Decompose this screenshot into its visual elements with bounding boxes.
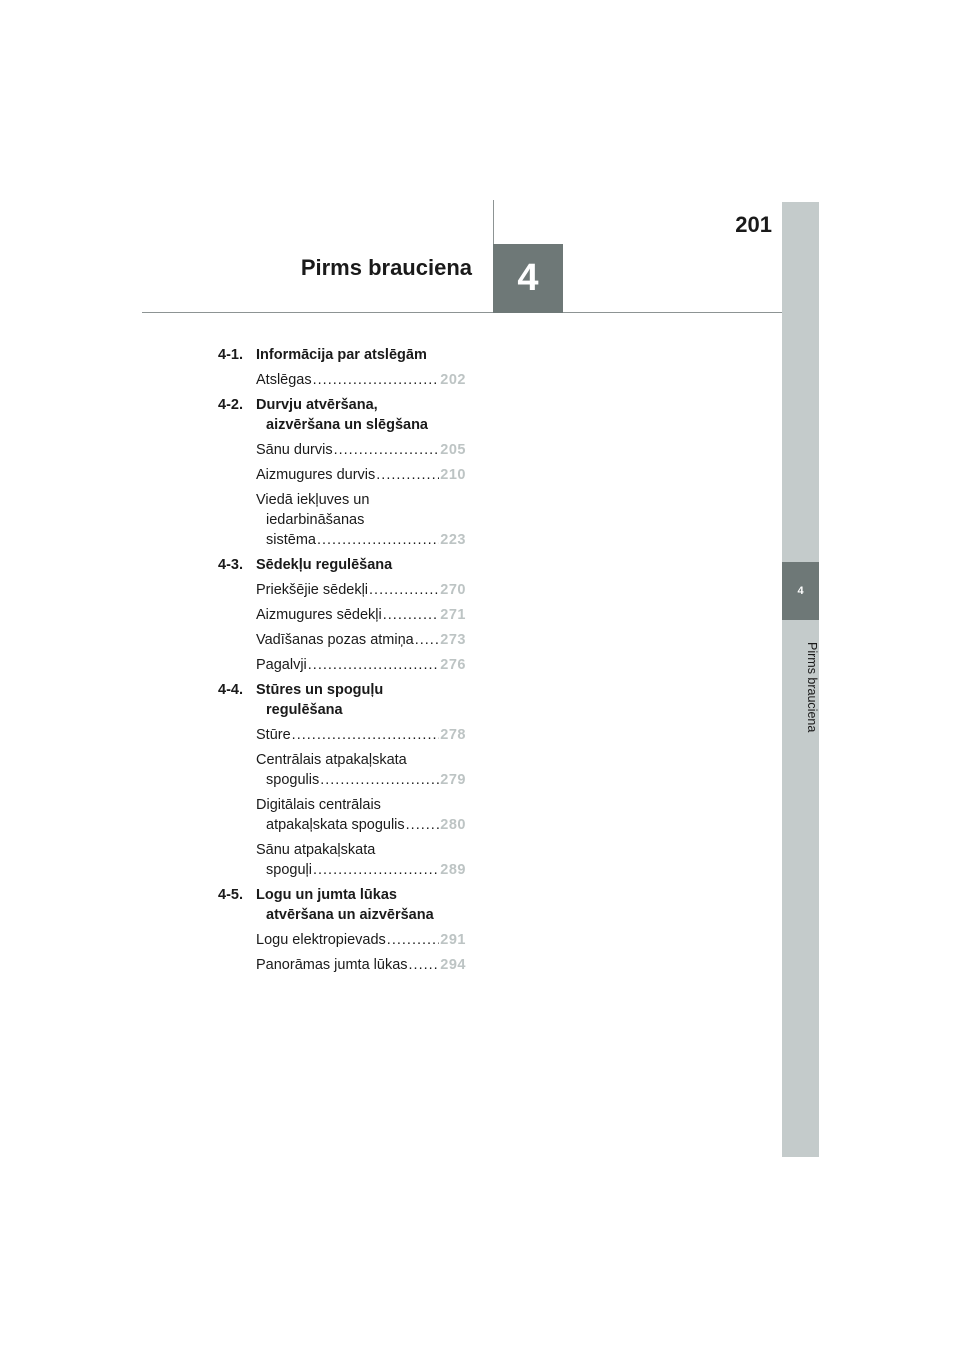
toc-entry[interactable]	[256, 605, 466, 625]
toc-section-number: 4-1.	[218, 347, 243, 363]
toc-page-link[interactable]: 273	[440, 632, 466, 648]
toc-page-link[interactable]: 276	[440, 657, 466, 673]
toc-section-title-line: Durvju atvēršana,	[256, 397, 378, 413]
toc-page-link[interactable]: 289	[440, 862, 466, 878]
toc-entry-row	[256, 815, 466, 835]
toc-page-link[interactable]: 278	[440, 727, 466, 743]
dot-leader	[415, 630, 440, 650]
toc-entry[interactable]	[256, 725, 466, 745]
toc-page-link[interactable]: 270	[440, 582, 466, 598]
toc-entry-row	[256, 530, 466, 550]
dot-leader	[334, 440, 440, 460]
toc-entry-title-line: Aizmugures durvis	[256, 467, 376, 483]
toc-section-title	[256, 885, 476, 925]
dot-leader	[317, 530, 439, 550]
toc-page-link[interactable]: 279	[440, 772, 466, 788]
side-chapter-tab-number: 4	[797, 585, 804, 597]
dot-leader	[376, 465, 439, 485]
toc-entry[interactable]	[256, 580, 466, 600]
toc-entry[interactable]	[256, 465, 466, 485]
dot-leader	[313, 370, 440, 390]
page-number: 201	[735, 212, 772, 237]
toc-entry-title-line: Viedā iekļuves un	[256, 492, 370, 508]
toc-section-number: 4-4.	[218, 682, 243, 698]
toc-page-link[interactable]: 294	[440, 957, 466, 973]
dot-leader	[383, 605, 440, 625]
toc-entry-title-line: Vadīšanas pozas atmiņa	[256, 632, 414, 648]
toc-entry-title-line: Digitālais centrālais	[256, 797, 381, 813]
toc-entry-row	[256, 605, 466, 625]
toc-entry-title-line: Logu elektropievads	[256, 932, 386, 948]
toc-entry-title-line: Pagalvji	[256, 657, 307, 673]
toc-entry[interactable]	[256, 930, 466, 950]
chapter-number-box	[493, 244, 563, 313]
toc-entry-title-line: spoguļi	[266, 862, 312, 878]
chapter-title: Pirms brauciena	[300, 255, 472, 280]
toc-entry[interactable]	[256, 490, 466, 550]
dot-leader	[308, 655, 440, 675]
toc-section-number: 4-3.	[218, 557, 243, 573]
toc-entry[interactable]	[256, 840, 466, 880]
toc-entry-title-line: Priekšējie sēdekļi	[256, 582, 369, 598]
toc-entry-title-line: Sānu durvis	[256, 442, 333, 458]
toc-entry-row	[256, 725, 466, 745]
toc-entry-row	[256, 580, 466, 600]
toc-section-title	[256, 345, 476, 365]
dot-leader	[387, 930, 440, 950]
toc-page-link[interactable]: 271	[440, 607, 466, 623]
toc-entry-row	[256, 465, 466, 485]
toc-section-title-line: Informācija par atslēgām	[256, 347, 427, 363]
toc-section-title-line: regulēšana	[266, 702, 343, 718]
toc-entry-title-line: Sānu atpakaļskata	[256, 842, 376, 858]
toc-section-number: 4-2.	[218, 397, 243, 413]
dot-leader	[313, 860, 439, 880]
toc-entry-row	[256, 860, 466, 880]
toc-entry[interactable]	[256, 630, 466, 650]
toc-entry-title-line: sistēma	[266, 532, 316, 548]
chapter-number: 4	[517, 257, 539, 299]
toc-section-title	[256, 555, 476, 575]
toc-entry-title-line: Centrālais atpakaļskata	[256, 752, 407, 768]
header-vertical-divider	[493, 200, 494, 246]
toc-section-title-line: aizvēršana un slēgšana	[266, 417, 428, 433]
toc-entry[interactable]	[256, 955, 466, 975]
toc-page-link[interactable]: 205	[440, 442, 466, 458]
header-horizontal-rule	[142, 312, 782, 313]
toc-section-title-line: Sēdekļu regulēšana	[256, 557, 393, 573]
toc-entry-row	[256, 630, 466, 650]
dot-leader	[409, 955, 440, 975]
toc-entry-title-line: spogulis	[266, 772, 320, 788]
toc-entry-title-line: Stūre	[256, 727, 291, 743]
toc-page-link[interactable]: 210	[440, 467, 466, 483]
dot-leader	[406, 815, 440, 835]
toc-entry-title-line: iedarbināšanas	[266, 512, 365, 528]
toc-entry[interactable]	[256, 655, 466, 675]
toc-entry-title-line: Aizmugures sēdekļi	[256, 607, 382, 623]
side-chapter-label: Pirms brauciena	[805, 642, 819, 733]
toc-entry-row	[256, 770, 466, 790]
toc-entry-title-line: Atslēgas	[256, 372, 312, 388]
toc-section-number: 4-5.	[218, 887, 243, 903]
dot-leader	[320, 770, 439, 790]
toc-entry-row	[256, 955, 466, 975]
toc-entry-row	[256, 370, 466, 390]
toc-entry[interactable]	[256, 440, 466, 460]
toc-page-link[interactable]: 202	[440, 372, 466, 388]
toc-page-link[interactable]: 223	[440, 532, 466, 548]
toc-page-link[interactable]: 280	[440, 817, 466, 833]
toc-section-title-line: Logu un jumta lūkas	[256, 887, 397, 903]
toc-section-title-line: atvēršana un aizvēršana	[266, 907, 434, 923]
toc-entry[interactable]	[256, 795, 466, 835]
dot-leader	[292, 725, 440, 745]
toc-section-title-line: Stūres un spoguļu	[256, 682, 384, 698]
toc-section-title	[256, 680, 476, 720]
toc-entry[interactable]	[256, 750, 466, 790]
toc-section-title	[256, 395, 476, 435]
toc-entry-title-line: Panorāmas jumta lūkas	[256, 957, 408, 973]
toc-entry-row	[256, 440, 466, 460]
toc-page-link[interactable]: 291	[440, 932, 466, 948]
toc-entry-row	[256, 655, 466, 675]
side-chapter-tab[interactable]	[782, 562, 819, 620]
dot-leader	[369, 580, 439, 600]
toc-entry-row	[256, 930, 466, 950]
toc-entry-title-line: atpakaļskata spogulis	[266, 817, 405, 833]
toc-entry[interactable]	[256, 370, 466, 390]
